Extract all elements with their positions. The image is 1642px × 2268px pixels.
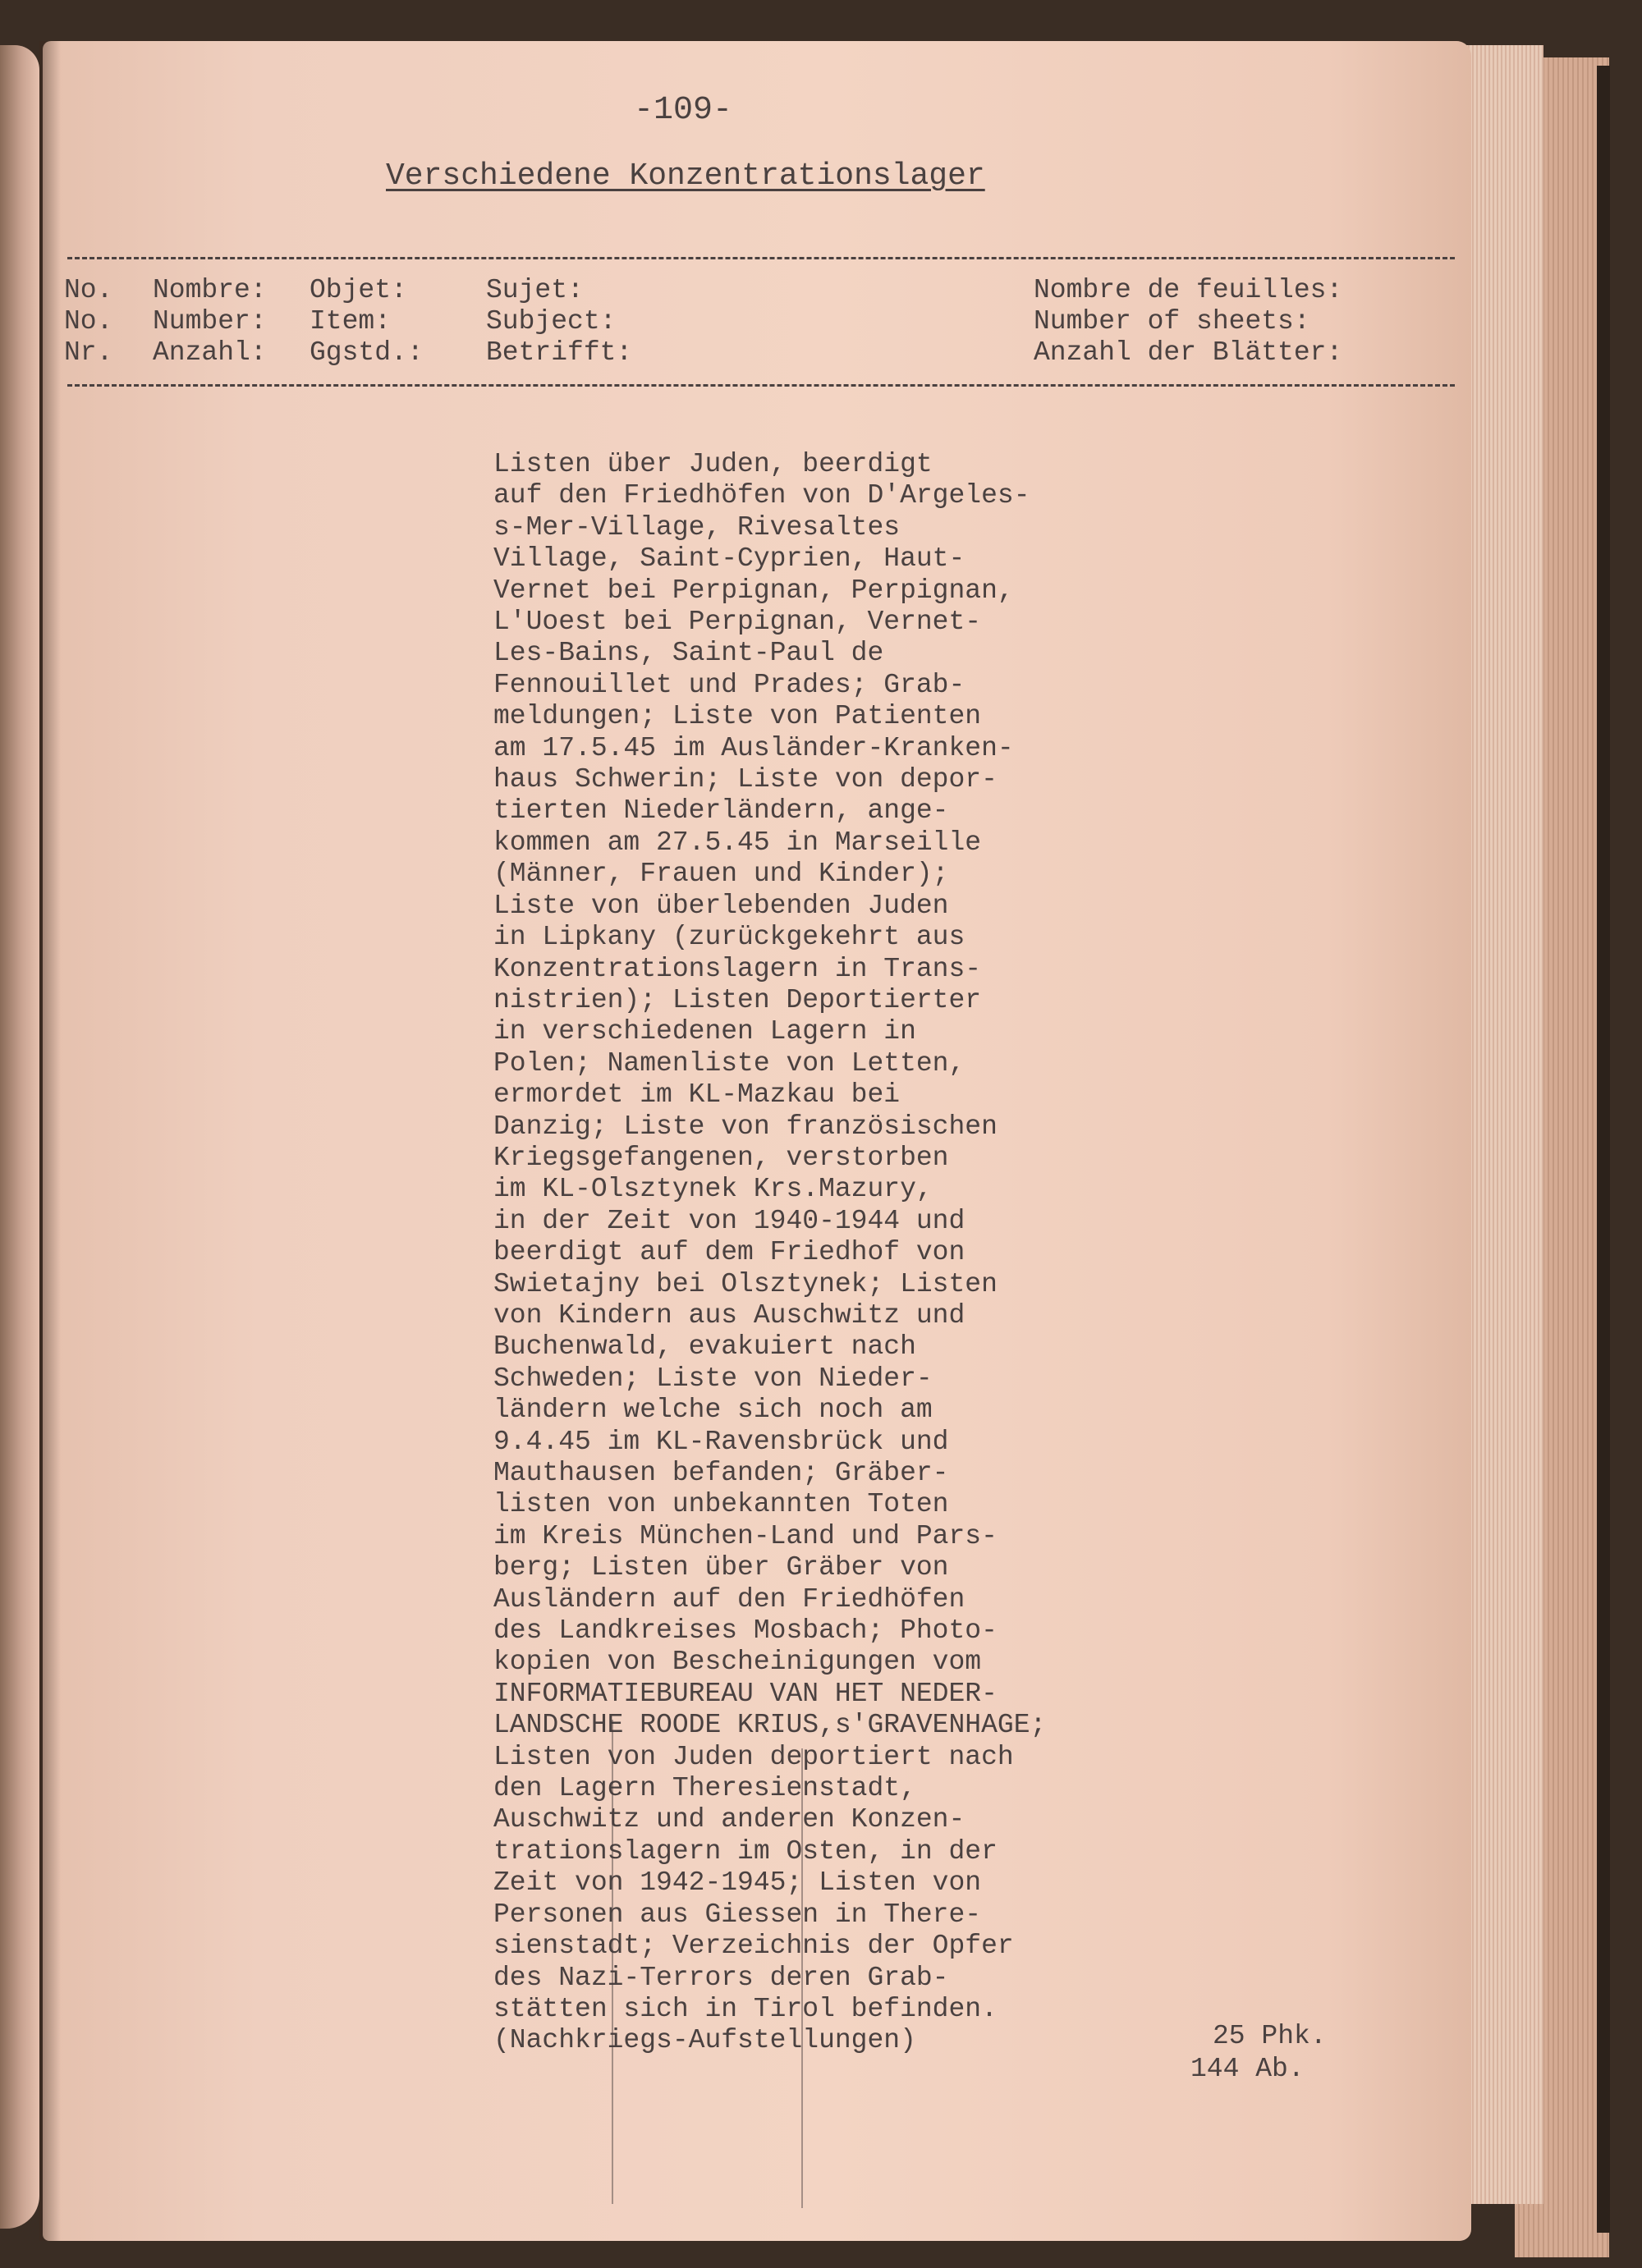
header-label: Nombre: <box>153 275 267 305</box>
binding-shadow <box>39 41 61 2241</box>
document-page <box>43 41 1471 2241</box>
header-col-subject <box>486 275 632 369</box>
sheet-count-phk: 25 Phk. <box>1213 2021 1327 2051</box>
header-label: Number: <box>153 306 267 337</box>
subject-description: Listen über Juden, beerdigt auf den Friedhöfen von D'Argeles- s-Mer-Village, Rivesaltes Village, Saint-Cyprien, Haut- Vernet bei Perpignan, Perpignan, L'Uoest bei Perpignan, Vernet- Les-Bains, Saint-Paul de Fennouillet und Prades; Grab- meldungen; Liste von Patienten am 17.5.45 im Ausländer-Kranken- haus Schwerin; Liste von depor- tierten Niederländern, ange- kommen am 27.5.45 in Marseille (Männer, Frauen und Kinder); Liste von überlebenden Juden in Lipkany (zurückgekehrt aus Konzentrationslagern in Trans- nistrien); Listen Deportierter in verschiedenen Lagern in Polen; Namenliste von Letten, ermordet im KL-Mazkau bei Danzig; Liste von französischen Kriegsgefangenen, verstorben im KL-Olsztynek Krs.Mazury, in der Zeit von 1940-1944 und beerdigt auf dem Friedhof von Swietajny bei Olsztynek; Listen von Kindern aus Auschwitz und Buchenwald, evakuiert nach Schweden; Liste von Nieder- ländern welche sich noch am 9.4.45 im KL-Ravensbrück und Mauthausen befanden; Gräber- listen von unbekannten Toten im Kreis München-Land und Pars- berg; Listen über Gräber von Ausländern auf den Friedhöfen des Landkreises Mosbach; Photo- kopien von Bescheinigungen vom INFORMATIEBUREAU VAN HET NEDER- LANDSCHE ROODE KRIUS,s'GRAVENHAGE; Listen von Juden deportiert nach den Lagern Theresienstadt, Auschwitz und anderen Konzen- trationslagern im Osten, in der Zeit von 1942-1945; Listen von Personen aus Giessen in There- sienstadt; Verzeichnis der Opfer des Nazi-Terrors deren Grab- stätten sich in Tirol befinden. (Nachkriegs-Aufstellungen) <box>493 449 1047 2056</box>
header-rule-top <box>67 257 1455 259</box>
page-title: Verschiedene Konzentrationslager <box>386 158 985 194</box>
header-label: No. <box>64 306 113 337</box>
header-label: Anzahl der Blätter: <box>1034 337 1343 368</box>
header-label: Nombre de feuilles: <box>1034 275 1343 305</box>
header-col-count <box>153 275 267 369</box>
header-col-item <box>310 275 424 369</box>
header-label: Nr. <box>64 337 113 368</box>
header-rule-bottom <box>67 384 1455 387</box>
left-page-edge <box>0 45 39 2229</box>
header-label: Betrifft: <box>486 337 633 368</box>
header-label: Sujet: <box>486 275 584 305</box>
header-col-sheets <box>1034 275 1342 369</box>
fold-crease <box>801 1748 803 2208</box>
header-label: Subject: <box>486 306 617 337</box>
header-label: No. <box>64 275 113 305</box>
fold-crease <box>612 1720 613 2204</box>
header-label: Objet: <box>310 275 407 305</box>
binder-cover <box>1597 66 1610 2233</box>
header-col-no <box>64 275 112 369</box>
sheet-count-ab: 144 Ab. <box>1190 2054 1305 2084</box>
header-label: Number of sheets: <box>1034 306 1310 337</box>
header-label: Ggstd.: <box>310 337 424 368</box>
header-label: Item: <box>310 306 392 337</box>
header-label: Anzahl: <box>153 337 267 368</box>
page-number: -109- <box>634 92 733 129</box>
